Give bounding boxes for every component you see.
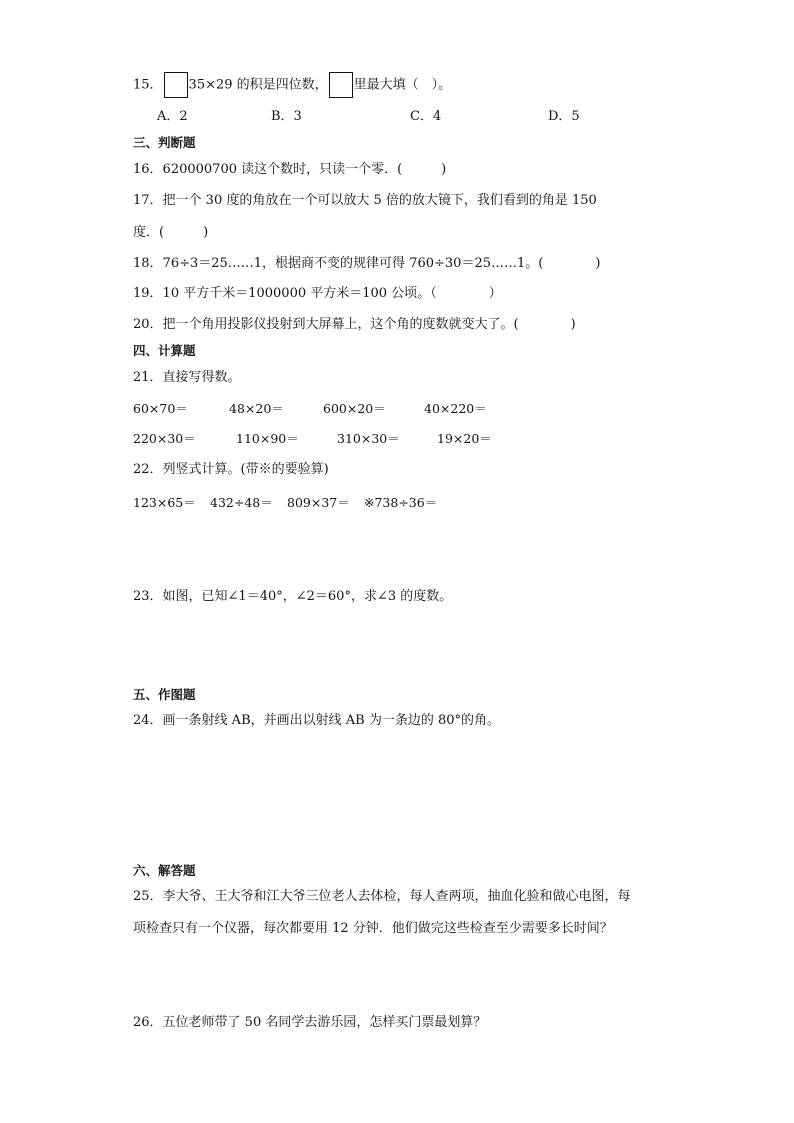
option-a: A．2 <box>157 109 188 124</box>
question-15-text-mid: 35×29 的积是四位数， <box>188 77 328 93</box>
question-23: 23．如图，已知∠1＝40°，∠2＝60°，求∠3 的度数。 <box>133 589 453 604</box>
question-15-number: 15． <box>133 77 163 93</box>
question-22: 22．列竖式计算。(带※的要验算) <box>133 462 329 477</box>
vertical-calc-item: 432÷48＝ <box>210 495 273 510</box>
question-15-text-tail: 里最大填（ ）。 <box>353 77 452 93</box>
calc-item: 310×30＝ <box>337 431 400 446</box>
calc-item: 110×90＝ <box>236 431 299 446</box>
question-19: 19．10 平方千米＝1000000 平方米＝100 公顷。（ ） <box>133 286 502 301</box>
question-24: 24．画一条射线 AB，并画出以射线 AB 为一条边的 80°的角。 <box>133 713 500 728</box>
section-6-heading: 六、解答题 <box>133 863 196 878</box>
question-25-line-1: 25．李大爷、王大爷和江大爷三位老人去体检，每人查两项，抽血化验和做心电图，每 <box>133 889 631 904</box>
calc-item: 60×70＝ <box>133 401 188 416</box>
calc-item: 19×20＝ <box>437 431 492 446</box>
vertical-calc-item: ※738÷36＝ <box>364 495 438 510</box>
question-25-line-2: 项检查只有一个仪器，每次都要用 12 分钟．他们做完这些检查至少需要多长时间？ <box>133 921 613 936</box>
vertical-calc-item: 123×65＝ <box>133 495 196 510</box>
section-4-heading: 四、计算题 <box>133 343 196 358</box>
calc-item: 600×20＝ <box>323 401 386 416</box>
option-c: C．4 <box>410 109 442 124</box>
blank-box <box>329 72 353 98</box>
question-20: 20．把一个角用投影仪投射到大屏幕上，这个角的度数就变大了。( ) <box>133 317 576 332</box>
question-16: 16．620000700 读这个数时，只读一个零．( ) <box>133 162 447 177</box>
question-17-line-1: 17．把一个 30 度的角放在一个可以放大 5 倍的放大镜下，我们看到的角是 150 <box>133 193 597 208</box>
blank-box <box>164 72 188 98</box>
question-18: 18．76÷3＝25……1，根据商不变的规律可得 760÷30＝25……1。( ) <box>133 256 601 271</box>
vertical-calc-item: 809×37＝ <box>287 495 350 510</box>
question-17-line-2: 度．( ) <box>133 225 209 240</box>
option-b: B．3 <box>271 109 302 124</box>
calc-item: 40×220＝ <box>424 401 487 416</box>
question-21: 21．直接写得数。 <box>133 370 241 385</box>
option-d: D．5 <box>548 109 580 124</box>
question-26: 26．五位老师带了 50 名同学去游乐园，怎样买门票最划算？ <box>133 1015 487 1030</box>
question-15 <box>133 72 451 98</box>
calc-item: 48×20＝ <box>229 401 284 416</box>
section-3-heading: 三、判断题 <box>133 135 196 150</box>
calc-item: 220×30＝ <box>133 431 196 446</box>
section-5-heading: 五、作图题 <box>133 687 196 702</box>
